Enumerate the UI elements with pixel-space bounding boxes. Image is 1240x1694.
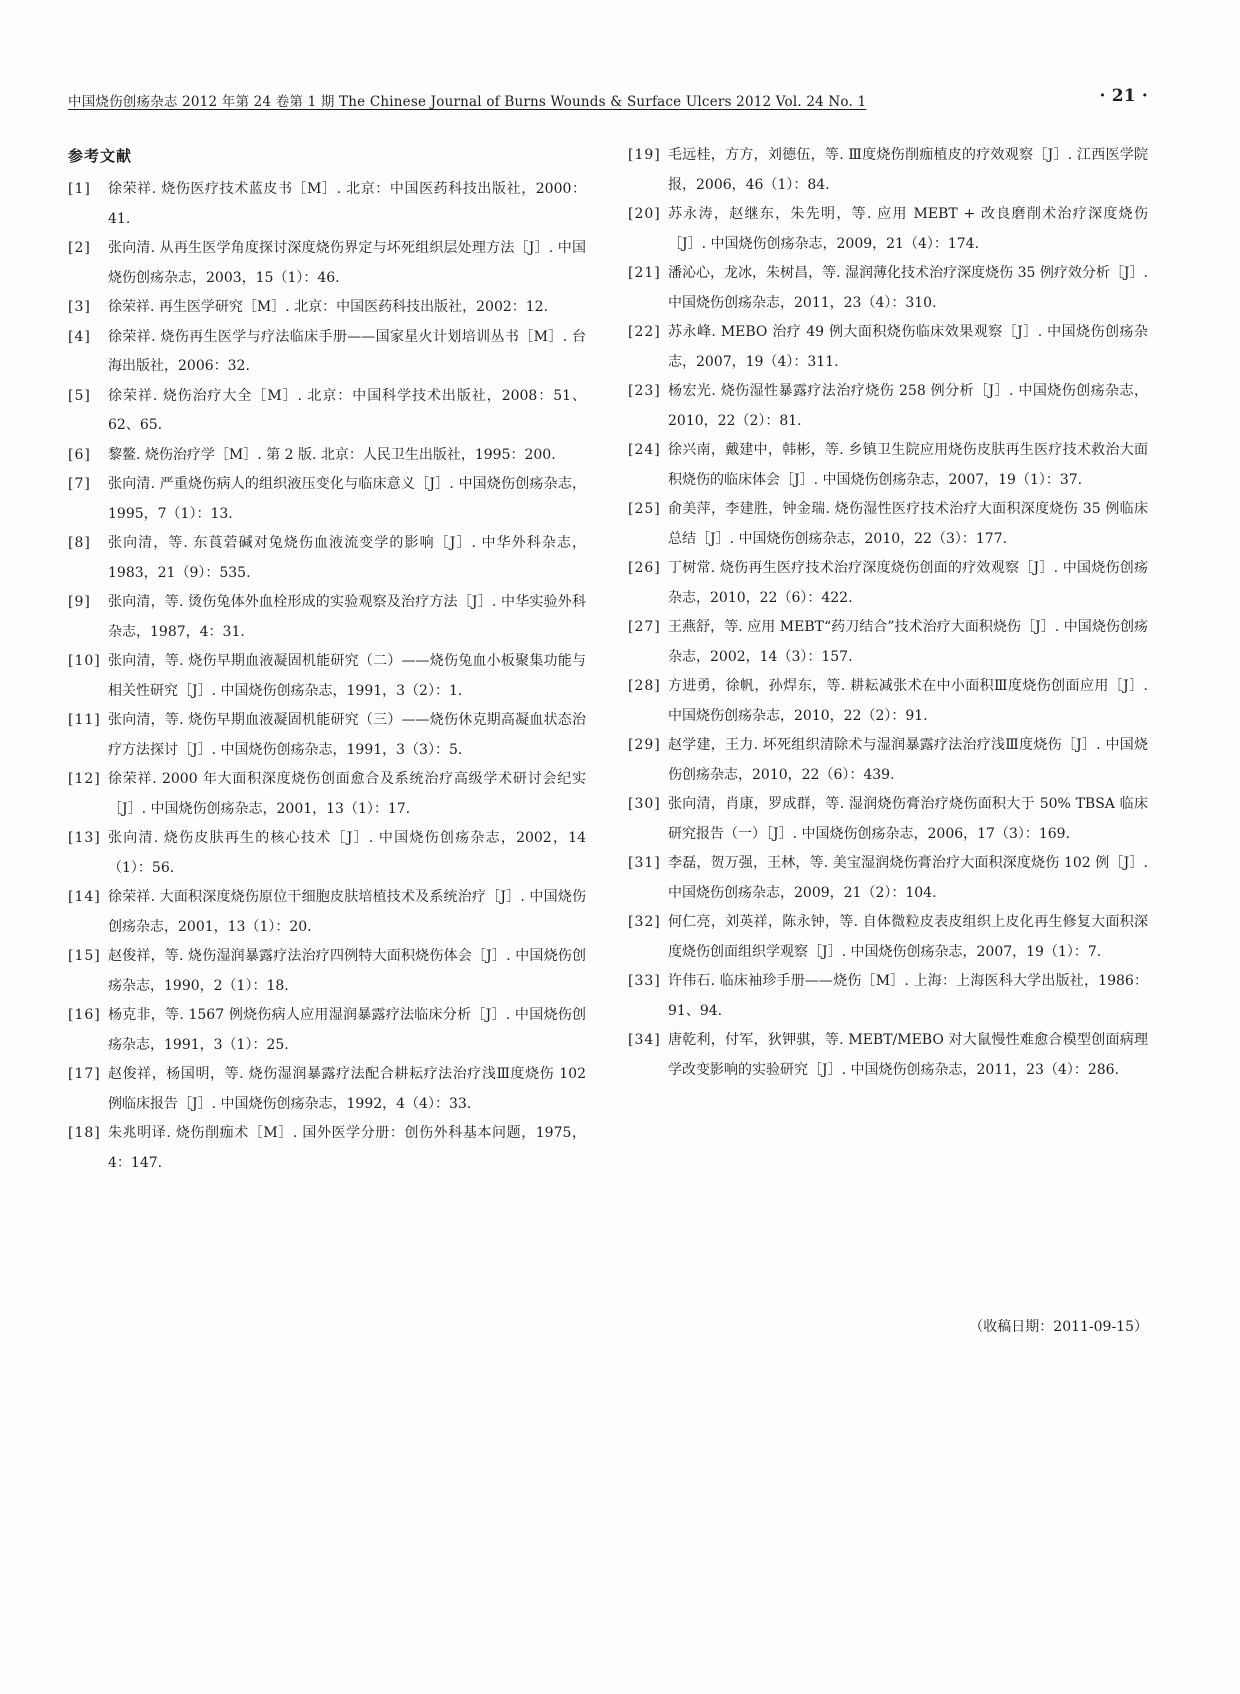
journal-citation-line: 中国烧伤创疡杂志 2012 年第 24 卷第 1 期 The Chinese Journal of Burns Wounds & Surface Ulcers 2012 Vol. 24 No. 1	[68, 94, 867, 110]
reference-text: 李磊，贺万强，王林，等. 美宝湿润烧伤膏治疗大面积深度烧伤 102 例［J］. 中国烧伤创疡杂志，2009，21（2）：104.	[668, 855, 1148, 901]
reference-text: 黎鳌. 烧伤治疗学［M］. 第 2 版. 北京：人民卫生出版社，1995：200.	[108, 446, 556, 463]
reference-text: 赵俊祥，杨国明，等. 烧伤湿润暴露疗法配合耕耘疗法治疗浅Ⅲ度烧伤 102 例临床报告［J］. 中国烧伤创疡杂志，1992，4（4）：33.	[108, 1066, 586, 1112]
reference-text: 唐乾利，付军，狄钾骐，等. MEBT/MEBO 对大鼠慢性难愈合模型创面病理学改变影响的实验研究［J］. 中国烧伤创疡杂志，2011，23（4）：286.	[668, 1032, 1148, 1078]
reference-number: [8]	[68, 535, 91, 551]
reference-entry	[68, 175, 586, 234]
reference-text: 苏永涛，赵继东，朱先明，等. 应用 MEBT + 改良磨削术治疗深度烧伤［J］. 中国烧伤创疡杂志，2009，21（4）：174.	[668, 206, 1148, 252]
reference-text: 张向清，等. 烧伤早期血液凝固机能研究（三）——烧伤休克期高凝血状态治疗方法探讨［J］. 中国烧伤创疡杂志，1991，3（3）：5.	[108, 712, 586, 758]
reference-entry	[628, 436, 1148, 495]
reference-entry	[68, 647, 586, 706]
reference-number: [1]	[68, 181, 91, 197]
reference-text: 杨宏光. 烧伤湿性暴露疗法治疗烧伤 258 例分析［J］. 中国烧伤创疡杂志，2010，22（2）：81.	[668, 383, 1148, 429]
reference-text: 方进勇，徐帆，孙焊东，等. 耕耘减张术在中小面积Ⅲ度烧伤创面应用［J］. 中国烧伤创疡杂志，2010，22（2）：91.	[668, 678, 1148, 724]
right-column	[628, 141, 1148, 1085]
running-header	[68, 86, 1148, 112]
reference-text: 俞美萍，李建胜，钟金瑞. 烧伤湿性医疗技术治疗大面积深度烧伤 35 例临床总结［J］. 中国烧伤创疡杂志，2010，22（3）：177.	[668, 501, 1148, 547]
reference-entry	[628, 849, 1148, 908]
reference-text: 赵俊祥，等. 烧伤湿润暴露疗法治疗四例特大面积烧伤体会［J］. 中国烧伤创疡杂志，1990，2（1）：18.	[108, 948, 586, 994]
reference-text: 徐荣祥. 大面积深度烧伤原位干细胞皮肤培植技术及系统治疗［J］. 中国烧伤创疡杂志，2001，13（1）：20.	[108, 889, 586, 935]
reference-number: [5]	[68, 387, 91, 404]
reference-entry	[628, 1026, 1148, 1085]
reference-number: [29]	[628, 737, 661, 753]
reference-number: [30]	[628, 796, 661, 812]
reference-text: 毛远桂，方方，刘德伍，等. Ⅲ度烧伤削痂植皮的疗效观察［J］. 江西医学院报，2006，46（1）：84.	[668, 147, 1148, 193]
reference-entry	[628, 790, 1148, 849]
reference-entry	[68, 293, 586, 323]
references-heading: 参考文献	[68, 147, 133, 165]
reference-entry	[68, 883, 586, 942]
reference-entry	[68, 323, 586, 382]
reference-text: 王燕舒，等. 应用 MEBT“药刀结合”技术治疗大面积烧伤［J］. 中国烧伤创疡杂志，2002，14（3）：157.	[668, 619, 1148, 665]
reference-entry	[68, 824, 586, 883]
reference-number: [7]	[68, 476, 91, 492]
reference-entry	[628, 908, 1148, 967]
reference-number: [16]	[68, 1007, 101, 1023]
reference-entry	[628, 318, 1148, 377]
reference-text: 潘沁心，龙冰，朱树昌，等. 湿润薄化技术治疗深度烧伤 35 例疗效分析［J］. 中国烧伤创疡杂志，2011，23（4）：310.	[668, 265, 1148, 311]
reference-entry	[628, 731, 1148, 790]
reference-number: [28]	[628, 678, 661, 694]
reference-entry	[68, 382, 586, 441]
reference-text: 徐荣祥. 烧伤医疗技术蓝皮书［M］. 北京：中国医药科技出版社，2000：41.	[108, 181, 586, 227]
received-date: （收稿日期：2011-09-15）	[969, 1319, 1148, 1335]
reference-entry	[68, 706, 586, 765]
reference-entry	[68, 1001, 586, 1060]
reference-number: [15]	[68, 948, 101, 964]
reference-number: [9]	[68, 594, 91, 610]
reference-number: [21]	[628, 265, 661, 281]
reference-number: [20]	[628, 206, 661, 222]
reference-entry	[68, 1060, 586, 1119]
reference-number: [32]	[628, 914, 661, 930]
reference-text: 苏永峰. MEBO 治疗 49 例大面积烧伤临床效果观察［J］. 中国烧伤创疡杂志，2007，19（4）：311.	[668, 324, 1148, 370]
reference-number: [26]	[628, 560, 661, 576]
reference-text: 杨克非，等. 1567 例烧伤病人应用湿润暴露疗法临床分析［J］. 中国烧伤创疡杂志，1991，3（1）：25.	[108, 1007, 586, 1053]
reference-text: 赵学建，王力. 坏死组织清除术与湿润暴露疗法治疗浅Ⅲ度烧伤［J］. 中国烧伤创疡杂志，2010，22（6）：439.	[668, 737, 1148, 783]
reference-entry	[628, 259, 1148, 318]
reference-entry	[628, 141, 1148, 200]
reference-entry	[628, 377, 1148, 436]
reference-text: 张向清，等. 烫伤兔体外血栓形成的实验观察及治疗方法［J］. 中华实验外科杂志，1987，4：31.	[108, 594, 586, 640]
reference-entry	[68, 588, 586, 647]
reference-entry	[628, 967, 1148, 1026]
reference-entry	[628, 672, 1148, 731]
reference-number: [27]	[628, 619, 661, 635]
reference-text: 徐荣祥. 烧伤治疗大全［M］. 北京：中国科学技术出版社，2008：51、62、65.	[108, 387, 586, 433]
reference-list-right	[628, 141, 1148, 1085]
reference-number: [31]	[628, 855, 661, 871]
reference-number: [19]	[628, 147, 661, 163]
reference-number: [6]	[68, 446, 91, 463]
reference-text: 张向清，等. 东莨菪碱对兔烧伤血液流变学的影响［J］. 中华外科杂志，1983，21（9）：535.	[108, 535, 586, 581]
reference-text: 徐兴南，戴建中，韩彬，等. 乡镇卫生院应用烧伤皮肤再生医疗技术救治大面积烧伤的临床体会［J］. 中国烧伤创疡杂志，2007，19（1）：37.	[668, 442, 1148, 488]
reference-entry	[68, 1119, 586, 1178]
reference-entry	[68, 529, 586, 588]
reference-text: 许伟石. 临床袖珍手册——烧伤［M］. 上海：上海医科大学出版社，1986：91、94.	[668, 973, 1148, 1019]
reference-number: [12]	[68, 771, 101, 787]
reference-text: 张向清. 从再生医学角度探讨深度烧伤界定与坏死组织层处理方法［J］. 中国烧伤创疡杂志，2003，15（1）：46.	[108, 240, 586, 286]
reference-number: [4]	[68, 328, 91, 345]
reference-entry	[68, 441, 586, 471]
reference-entry	[68, 942, 586, 1001]
reference-text: 何仁亮，刘英祥，陈永钟，等. 自体微粒皮表皮组织上皮化再生修复大面积深度烧伤创面组织学观察［J］. 中国烧伤创疡杂志，2007，19（1）：7.	[668, 914, 1148, 960]
reference-entry	[628, 495, 1148, 554]
reference-entry	[68, 470, 586, 529]
reference-number: [18]	[68, 1125, 101, 1141]
reference-number: [22]	[628, 324, 661, 340]
left-column	[68, 140, 586, 1178]
reference-entry	[68, 765, 586, 824]
reference-entry	[628, 554, 1148, 613]
reference-number: [10]	[68, 653, 101, 669]
reference-text: 徐荣祥. 2000 年大面积深度烧伤创面愈合及系统治疗高级学术研讨会纪实［J］. 中国烧伤创疡杂志，2001，13（1）：17.	[108, 771, 586, 817]
reference-text: 张向清，肖康，罗成群，等. 湿润烧伤膏治疗烧伤面积大于 50% TBSA 临床研究报告（一）［J］. 中国烧伤创疡杂志，2006，17（3）：169.	[668, 796, 1148, 842]
reference-number: [25]	[628, 501, 661, 517]
reference-text: 丁树常. 烧伤再生医疗技术治疗深度烧伤创面的疗效观察［J］. 中国烧伤创疡杂志，2010，22（6）：422.	[668, 560, 1148, 606]
reference-entry	[628, 613, 1148, 672]
reference-number: [33]	[628, 973, 661, 989]
reference-text: 徐荣祥. 再生医学研究［M］. 北京：中国医药科技出版社，2002：12.	[108, 299, 549, 315]
reference-text: 徐荣祥. 烧伤再生医学与疗法临床手册——国家星火计划培训丛书［M］. 台海出版社，2006：32.	[108, 328, 586, 374]
reference-number: [34]	[628, 1032, 661, 1048]
reference-number: [2]	[68, 240, 91, 256]
page-number: · 21 ·	[1099, 86, 1148, 106]
reference-number: [17]	[68, 1066, 101, 1082]
reference-list-left	[68, 175, 586, 1178]
reference-entry	[628, 200, 1148, 259]
reference-number: [24]	[628, 442, 661, 458]
reference-text: 张向清. 烧伤皮肤再生的核心技术［J］. 中国烧伤创疡杂志，2002，14（1）：56.	[108, 830, 586, 876]
reference-text: 朱兆明译. 烧伤削痂术［M］. 国外医学分册：创伤外科基本问题，1975，4：147.	[108, 1125, 586, 1171]
reference-number: [23]	[628, 383, 661, 399]
reference-text: 张向清，等. 烧伤早期血液凝固机能研究（二）——烧伤兔血小板聚集功能与相关性研究［J］. 中国烧伤创疡杂志，1991，3（2）：1.	[108, 653, 586, 699]
reference-number: [11]	[68, 712, 101, 728]
reference-number: [13]	[68, 830, 101, 846]
reference-entry	[68, 234, 586, 293]
reference-text: 张向清. 严重烧伤病人的组织液压变化与临床意义［J］. 中国烧伤创疡杂志，1995，7（1）：13.	[108, 476, 586, 522]
reference-number: [3]	[68, 299, 91, 315]
reference-number: [14]	[68, 889, 101, 905]
